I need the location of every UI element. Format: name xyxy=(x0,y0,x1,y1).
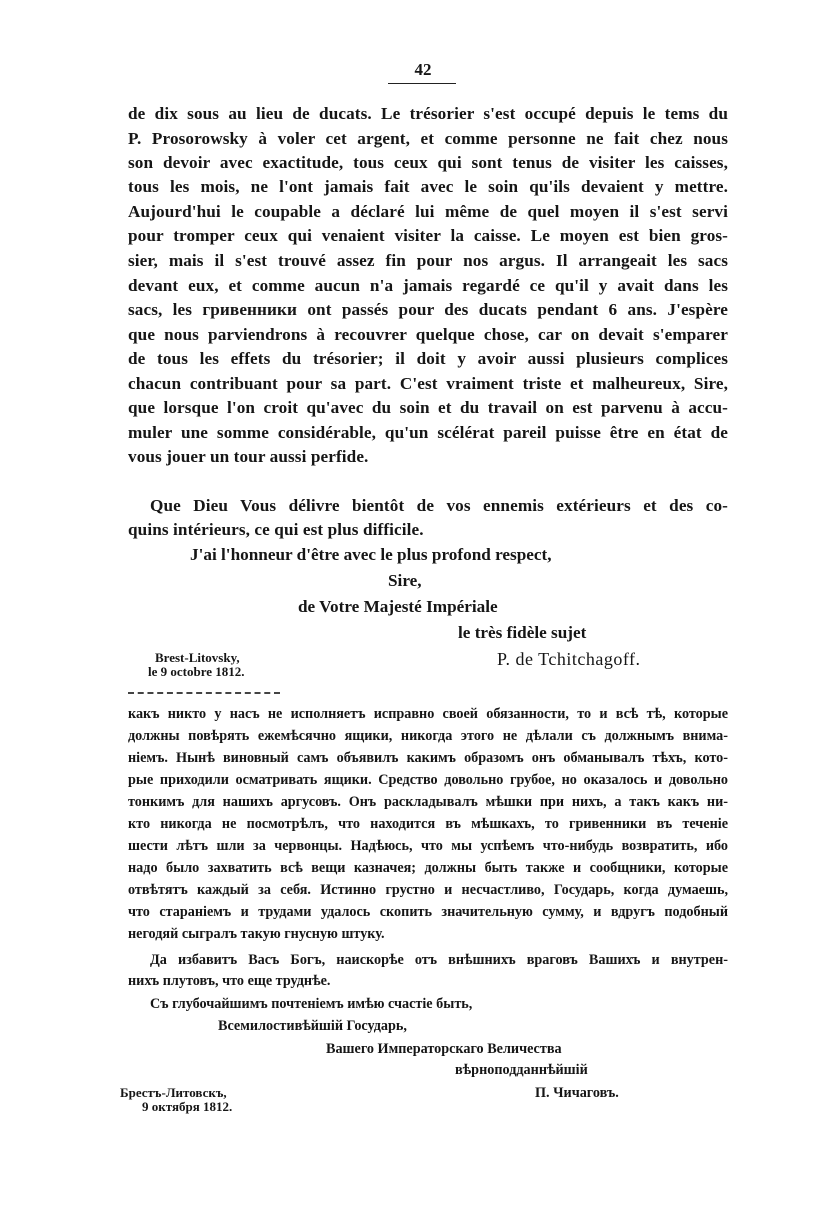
text-line: que lorsque l'on croit qu'avec du soin et du travail on est parvenu à accu- xyxy=(128,398,728,417)
place: Брестъ-Литовскъ, xyxy=(120,1085,227,1100)
text-line: шести лѣтъ шли за червонцы. Надѣюсь, что мы успѣемъ что-нибудь возвратить, ибо xyxy=(128,838,728,854)
text-line: sier, mais il s'est trouvé assez fin pour nos argus. Il arrangeait les sacs xyxy=(128,251,728,270)
section-separator xyxy=(128,692,280,694)
text-line: отвѣтятъ каждый за себя. Истинно грустно и несчастливо, Государь, когда думаешь, xyxy=(128,882,728,898)
closing-majesty: Вашего Императорскаго Величества xyxy=(326,1041,562,1057)
closing-respect: Съ глубочайшимъ почтеніемъ имѣю счастіе быть, xyxy=(150,996,473,1012)
text-line: quins intérieurs, ce qui est plus difficile. xyxy=(128,520,424,539)
text-line: sacs, les гривенники ont passés pour des ducats pendant 6 ans. J'espère xyxy=(128,300,728,319)
text-line: что стараніемъ и трудами удалось скопить значительную сумму, и вдругъ подобный xyxy=(128,904,728,920)
text-line: кто никогда не посмотрѣлъ, что находится въ мѣшкахъ, то гривенники въ теченіе xyxy=(128,816,728,832)
closing-subject: le très fidèle sujet xyxy=(458,623,587,642)
text-line: pour tromper ceux qui venaient visiter la caisse. Le moyen est bien gros- xyxy=(128,226,728,245)
closing-subject: вѣрноподданнѣйшій xyxy=(455,1062,588,1078)
text-line: нихъ плутовъ, что еще труднѣе. xyxy=(128,973,331,989)
text-line: de dix sous au lieu de ducats. Le trésorier s'est occupé depuis le tems du xyxy=(128,104,728,123)
text-line: тонкимъ для нашихъ аргусовъ. Онъ раскладывалъ мѣшки при нихъ, а такъ какъ ни- xyxy=(128,794,728,810)
signature: П. Чичаговъ. xyxy=(535,1085,619,1101)
place: Brest-Litovsky, xyxy=(155,650,240,665)
closing-respect: J'ai l'honneur d'être avec le plus profond respect, xyxy=(190,545,552,564)
closing-majesty: de Votre Majesté Impériale xyxy=(298,597,498,616)
closing-sire: Всемилостивѣйшій Государь, xyxy=(218,1018,407,1034)
text-line: должны повѣрять ежемѣсячно ящики, никогда этого не дѣлали съ должнымъ внима- xyxy=(128,728,728,744)
signature: P. de Tchitchagoff. xyxy=(497,649,641,669)
page-number: 42 xyxy=(414,60,432,79)
text-line: надо было захватить всѣ вещи казначея; должны быть также и сообщники, которые xyxy=(128,860,728,876)
text-line: son devoir avec exactitude, tous ceux qui sont tenus de visiter les caisses, xyxy=(128,153,728,172)
text-line: рые приходили осматривать ящики. Средство довольно грубое, но оказалось и довольно xyxy=(128,772,728,788)
text-line: ніемъ. Нынѣ виновный самъ объявилъ какимъ образомъ онъ обманывалъ тѣхъ, кото- xyxy=(128,750,728,766)
text-line: chacun contribuant pour sa part. C'est vraiment triste et malheureux, Sire, xyxy=(128,374,728,393)
text-line: Да избавитъ Васъ Богъ, наискорѣе отъ внѣшнихъ враговъ Вашихъ и внутрен- xyxy=(150,952,728,968)
text-line: Que Dieu Vous délivre bientôt de vos ennemis extérieurs et des co- xyxy=(150,496,728,515)
page-number-rule xyxy=(388,83,456,84)
date: le 9 octobre 1812. xyxy=(148,664,245,679)
text-line: de tous les effets du trésorier; il doit y avoir aussi plusieurs complices xyxy=(128,349,728,368)
text-line: que nous parviendrons à recouvrer quelque chose, car on devait s'emparer xyxy=(128,325,728,344)
text-line: Aujourd'hui le coupable a déclaré lui même de quel moyen il s'est servi xyxy=(128,202,728,221)
text-line: P. Prosorowsky à voler cet argent, et comme personne ne fait chez nous xyxy=(128,129,728,148)
text-line: vous jouer un tour aussi perfide. xyxy=(128,447,369,466)
text-line: devant eux, et comme aucun n'a jamais regardé ce qu'il y avait dans les xyxy=(128,276,728,295)
text-line: tous les mois, ne l'ont jamais fait avec le soin qu'ils devaient y mettre. xyxy=(128,177,728,196)
closing-sire: Sire, xyxy=(388,571,422,590)
text-line: какъ никто у насъ не исполняетъ исправно своей обязанности, то и всѣ тѣ, которые xyxy=(128,706,728,722)
text-line: негодяй сыгралъ такую гнусную штуку. xyxy=(128,926,385,942)
text-line: muler une somme considérable, qu'un scélérat pareil puisse être en état de xyxy=(128,423,728,442)
date: 9 октября 1812. xyxy=(142,1099,233,1114)
